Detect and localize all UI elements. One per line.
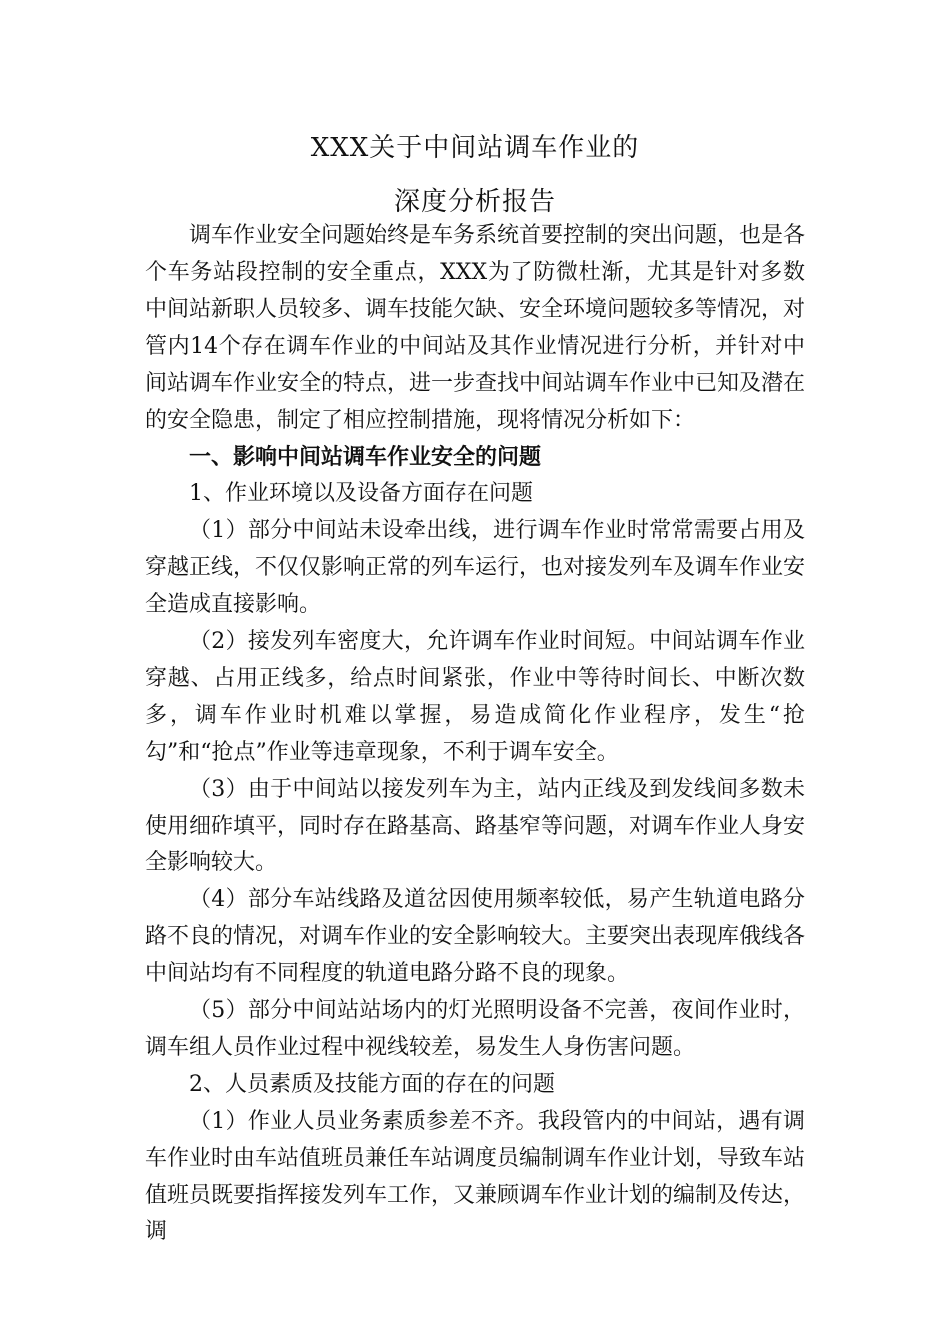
- paragraph-1-2: （2）接发列车密度大，允许调车作业时间短。中间站调车作业穿越、占用正线多，给点时间紧张，作业中等待时间长、中断次数多，调车作业时机难以掌握，易造成简化作业程序，发生“抢勾”和“抢点”作业等违章现象，不利于调车安全。: [145, 628, 805, 765]
- subsection-heading-2: 2、人员素质及技能方面的存在的问题: [189, 1071, 555, 1097]
- paragraph-1-4: （4）部分车站线路及道岔因使用频率较低，易产生轨道电路分路不良的情况，对调车作业的安全影响较大。主要突出表现库俄线各中间站均有不同程度的轨道电路分路不良的现象。: [145, 887, 806, 987]
- paragraph-1-1: （1）部分中间站未设牵出线，进行调车作业时常常需要占用及穿越正线，不仅仅影响正常的列车运行，也对接发列车及调车作业安全造成直接影响。: [145, 518, 806, 618]
- section-heading-1: 一、影响中间站调车作业安全的问题: [189, 444, 542, 471]
- intro-paragraph: 调车作业安全问题始终是车务系统首要控制的突出问题，也是各个车务站段控制的安全重点，XXX为了防微杜渐，尤其是针对多数中间站新职人员较多、调车技能欠缺、安全环境问题较多等情况，对管内14个存在调车作业的中间站及其作业情况进行分析，并针对中间站调车作业安全的特点，进一步查找中间站调车作业中已知及潜在的安全隐患，制定了相应控制措施，现将情况分析如下：: [145, 223, 806, 433]
- document-title-line-2: 深度分析报告: [393, 187, 556, 217]
- paragraph-1-3: （3）由于中间站以接发列车为主，站内正线及到发线间多数未使用细砟填平，同时存在路基高、路基窄等问题，对调车作业人身安全影响较大。: [145, 776, 806, 876]
- document-body: [145, 218, 805, 1251]
- subsection-heading-1: 1、作业环境以及设备方面存在问题: [189, 481, 533, 507]
- paragraph-1-5: （5）部分中间站站场内的灯光照明设备不完善，夜间作业时，调车组人员作业过程中视线较差，易发生人身伤害问题。: [145, 998, 805, 1060]
- paragraph-2-1: （1）作业人员业务素质参差不齐。我段管内的中间站，遇有调车作业时由车站值班员兼任车站调度员编制调车作业计划，导致车站值班员既要指挥接发列车工作，又兼顾调车作业计划的编制及传达，调: [145, 1108, 806, 1245]
- document-title-line-1: XXX关于中间站调车作业的: [310, 133, 640, 163]
